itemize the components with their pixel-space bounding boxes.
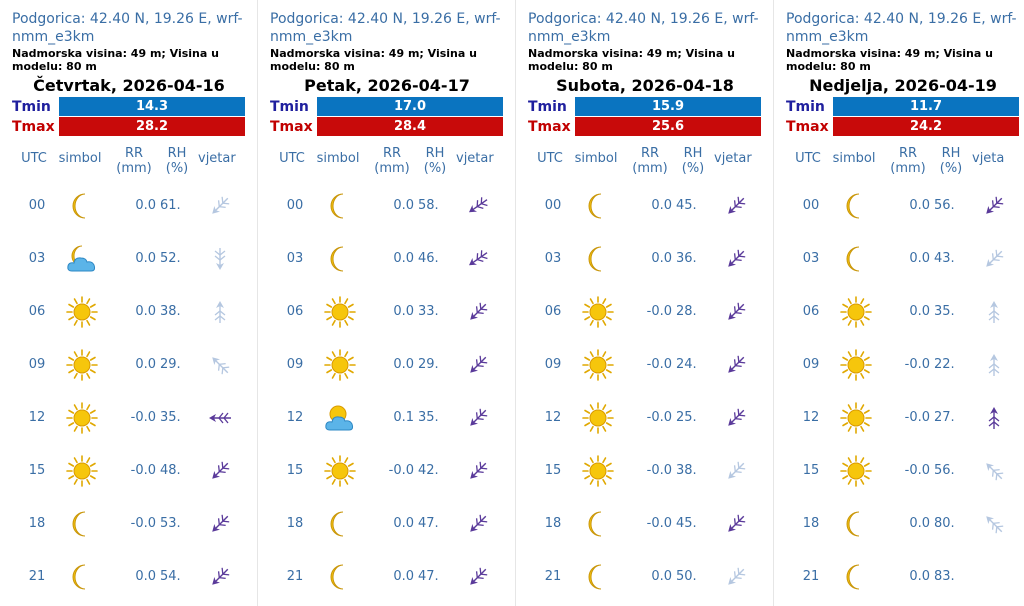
header-rh — [676, 146, 710, 176]
wind-arrow-icon — [206, 563, 234, 591]
moon-icon — [324, 561, 356, 593]
sun-icon — [324, 455, 356, 487]
sun-icon — [324, 296, 356, 328]
wind-arrow-icon — [722, 457, 750, 485]
rr-value: 0.0 — [651, 251, 672, 266]
tmin-value: 14.3 — [59, 97, 245, 116]
utc-hour: 06 — [544, 304, 562, 319]
utc-hour: 06 — [802, 304, 820, 319]
wind-arrow-icon — [464, 298, 492, 326]
day-date: Četvrtak, 2026-04-16 — [33, 76, 225, 95]
rh-value: 42. — [418, 463, 439, 478]
header-symbol: simbol — [58, 151, 102, 166]
utc-hour: 15 — [544, 463, 562, 478]
day-date: Subota, 2026-04-18 — [556, 76, 734, 95]
tmin-value: 11.7 — [833, 97, 1019, 116]
rr-value: 0.0 — [651, 198, 672, 213]
wind-arrow-icon — [722, 404, 750, 432]
rr-value: 0.0 — [135, 569, 156, 584]
rh-value: 46. — [418, 251, 439, 266]
rh-value: 38. — [676, 463, 697, 478]
rh-value: 35. — [934, 304, 955, 319]
utc-hour: 18 — [544, 516, 562, 531]
utc-hour: 21 — [544, 569, 562, 584]
rr-value: 0.0 — [909, 251, 930, 266]
header-rr-label: RR — [382, 146, 402, 161]
header-rr-unit: (mm) — [374, 161, 410, 176]
tmax-value: 24.2 — [833, 117, 1019, 136]
altitude-text: Nadmorska visina: 49 m; Visina u modelu: 80 m — [12, 47, 219, 73]
rr-value: 0.0 — [393, 516, 414, 531]
wind-arrow-icon — [722, 563, 750, 591]
header-symbol: simbol — [832, 151, 876, 166]
sun-icon — [66, 296, 98, 328]
wind-arrow-icon — [980, 563, 1008, 591]
wind-arrow-icon — [980, 510, 1008, 538]
rh-value: 24. — [676, 357, 697, 372]
tmin-value: 17.0 — [317, 97, 503, 116]
rh-value: 43. — [934, 251, 955, 266]
wind-arrow-icon — [206, 298, 234, 326]
moon-icon — [840, 561, 872, 593]
rr-value: 0.0 — [909, 516, 930, 531]
tmax-value: 28.2 — [59, 117, 245, 136]
header-rr — [110, 146, 158, 176]
utc-hour: 00 — [28, 198, 46, 213]
day-column — [773, 0, 1024, 606]
wind-arrow-icon — [206, 404, 234, 432]
header-rh-label: RH — [167, 146, 187, 161]
wind-arrow-icon — [722, 351, 750, 379]
moon-icon — [840, 508, 872, 540]
header-rr — [626, 146, 674, 176]
tmax-value: 28.4 — [317, 117, 503, 136]
rh-value: 48. — [160, 463, 181, 478]
rh-value: 56. — [934, 198, 955, 213]
header-rh-unit: (%) — [165, 161, 189, 176]
rh-value: 47. — [418, 516, 439, 531]
utc-hour: 12 — [28, 410, 46, 425]
location-text: Podgorica: 42.40 N, 19.26 E, wrf-nmm_e3km — [270, 11, 501, 45]
header-rh — [160, 146, 194, 176]
rr-value: 0.0 — [393, 251, 414, 266]
header-utc: UTC — [21, 151, 47, 166]
header-rh-unit: (%) — [423, 161, 447, 176]
rr-value: 0.0 — [393, 304, 414, 319]
header-symbol: simbol — [316, 151, 360, 166]
rr-value: -0.0 — [646, 410, 672, 425]
wind-arrow-icon — [464, 457, 492, 485]
rr-value: -0.0 — [130, 410, 156, 425]
utc-hour: 21 — [802, 569, 820, 584]
wind-arrow-icon — [722, 298, 750, 326]
location-text: Podgorica: 42.40 N, 19.26 E, wrf-nmm_e3km — [786, 11, 1017, 45]
rr-value: 0.0 — [393, 357, 414, 372]
rr-value: -0.0 — [904, 410, 930, 425]
moon-icon — [324, 190, 356, 222]
utc-hour: 12 — [802, 410, 820, 425]
moon-icon — [840, 243, 872, 275]
utc-hour: 00 — [802, 198, 820, 213]
sun-icon — [840, 402, 872, 434]
location-text: Podgorica: 42.40 N, 19.26 E, wrf-nmm_e3km — [12, 11, 243, 45]
sun-icon — [582, 349, 614, 381]
moon-icon — [66, 190, 98, 222]
sun-icon — [582, 296, 614, 328]
header-rr-unit: (mm) — [116, 161, 152, 176]
header-utc: UTC — [795, 151, 821, 166]
wind-arrow-icon — [206, 351, 234, 379]
moon-icon — [66, 561, 98, 593]
sun-icon — [66, 455, 98, 487]
rr-value: 0.0 — [909, 569, 930, 584]
tmax-label: Tmax — [786, 119, 829, 135]
wind-arrow-icon — [980, 245, 1008, 273]
moon-icon — [582, 508, 614, 540]
partly-cloudy-icon — [66, 243, 98, 275]
utc-hour: 09 — [286, 357, 304, 372]
utc-hour: 21 — [28, 569, 46, 584]
rh-value: 36. — [676, 251, 697, 266]
utc-hour: 18 — [28, 516, 46, 531]
moon-icon — [582, 190, 614, 222]
rr-value: 0.0 — [135, 198, 156, 213]
rr-value: 0.0 — [651, 569, 672, 584]
rh-value: 58. — [418, 198, 439, 213]
rh-value: 80. — [934, 516, 955, 531]
day-column — [0, 0, 257, 606]
day-date: Nedjelja, 2026-04-19 — [809, 76, 997, 95]
sun-icon — [66, 402, 98, 434]
rh-value: 56. — [934, 463, 955, 478]
rh-value: 29. — [160, 357, 181, 372]
day-column — [257, 0, 514, 606]
rh-value: 45. — [676, 516, 697, 531]
header-rh — [418, 146, 452, 176]
wind-arrow-icon — [980, 298, 1008, 326]
rh-value: 22. — [934, 357, 955, 372]
wind-arrow-icon — [464, 245, 492, 273]
rr-value: 0.0 — [909, 304, 930, 319]
utc-hour: 09 — [802, 357, 820, 372]
altitude-text: Nadmorska visina: 49 m; Visina u modelu: 80 m — [528, 47, 735, 73]
rr-value: -0.0 — [646, 516, 672, 531]
rh-value: 50. — [676, 569, 697, 584]
tmax-value: 25.6 — [575, 117, 761, 136]
sun-icon — [582, 402, 614, 434]
utc-hour: 18 — [802, 516, 820, 531]
wind-arrow-icon — [980, 457, 1008, 485]
header-rh-label: RH — [425, 146, 445, 161]
rr-value: 0.0 — [909, 198, 930, 213]
header-wind: vjetar — [456, 151, 494, 166]
rr-value: -0.0 — [646, 357, 672, 372]
tmin-value: 15.9 — [575, 97, 761, 116]
wind-arrow-icon — [722, 245, 750, 273]
header-rr — [884, 146, 932, 176]
sun-icon — [66, 349, 98, 381]
rh-value: 28. — [676, 304, 697, 319]
header-rr-label: RR — [898, 146, 918, 161]
wind-arrow-icon — [464, 563, 492, 591]
sun-icon — [840, 455, 872, 487]
header-utc: UTC — [537, 151, 563, 166]
header-rr-unit: (mm) — [632, 161, 668, 176]
rh-value: 61. — [160, 198, 181, 213]
rr-value: -0.0 — [904, 357, 930, 372]
utc-hour: 15 — [28, 463, 46, 478]
utc-hour: 03 — [802, 251, 820, 266]
rh-value: 35. — [160, 410, 181, 425]
header-wind: vjetar — [714, 151, 752, 166]
rh-value: 25. — [676, 410, 697, 425]
wind-arrow-icon — [464, 510, 492, 538]
utc-hour: 09 — [28, 357, 46, 372]
header-utc: UTC — [279, 151, 305, 166]
wind-arrow-icon — [206, 245, 234, 273]
utc-hour: 12 — [286, 410, 304, 425]
wind-arrow-icon — [722, 192, 750, 220]
header-rh-label: RH — [683, 146, 703, 161]
rr-value: -0.0 — [646, 463, 672, 478]
utc-hour: 03 — [28, 251, 46, 266]
header-symbol: simbol — [574, 151, 618, 166]
utc-hour: 18 — [286, 516, 304, 531]
header-rh-unit: (%) — [681, 161, 705, 176]
tmax-label: Tmax — [12, 119, 55, 135]
moon-icon — [324, 508, 356, 540]
header-rr-unit: (mm) — [890, 161, 926, 176]
utc-hour: 15 — [286, 463, 304, 478]
sun-icon — [840, 296, 872, 328]
utc-hour: 00 — [544, 198, 562, 213]
wind-arrow-icon — [722, 510, 750, 538]
rr-value: -0.0 — [646, 304, 672, 319]
utc-hour: 00 — [286, 198, 304, 213]
rh-value: 47. — [418, 569, 439, 584]
moon-icon — [66, 508, 98, 540]
day-column — [515, 0, 772, 606]
rh-value: 33. — [418, 304, 439, 319]
tmax-label: Tmax — [528, 119, 571, 135]
rh-value: 29. — [418, 357, 439, 372]
utc-hour: 21 — [286, 569, 304, 584]
altitude-text: Nadmorska visina: 49 m; Visina u modelu: 80 m — [270, 47, 477, 73]
header-rh-label: RH — [941, 146, 961, 161]
rr-value: 0.0 — [393, 198, 414, 213]
rr-value: 0.0 — [135, 304, 156, 319]
rr-value: 0.0 — [135, 357, 156, 372]
rh-value: 35. — [418, 410, 439, 425]
altitude-text: Nadmorska visina: 49 m; Visina u modelu: 80 m — [786, 47, 993, 73]
wind-arrow-icon — [464, 192, 492, 220]
sun-icon — [840, 349, 872, 381]
rr-value: -0.0 — [388, 463, 414, 478]
partly-cloudy-icon — [324, 402, 356, 434]
rh-value: 83. — [934, 569, 955, 584]
moon-icon — [324, 243, 356, 275]
header-wind: vjeta — [972, 151, 1005, 166]
wind-arrow-icon — [980, 351, 1008, 379]
header-rr-label: RR — [124, 146, 144, 161]
location-text: Podgorica: 42.40 N, 19.26 E, wrf-nmm_e3km — [528, 11, 759, 45]
utc-hour: 06 — [286, 304, 304, 319]
utc-hour: 03 — [544, 251, 562, 266]
rr-value: -0.0 — [130, 463, 156, 478]
wind-arrow-icon — [206, 510, 234, 538]
wind-arrow-icon — [980, 192, 1008, 220]
tmin-label: Tmin — [528, 99, 567, 115]
day-date: Petak, 2026-04-17 — [304, 76, 470, 95]
wind-arrow-icon — [464, 404, 492, 432]
rr-value: -0.0 — [130, 516, 156, 531]
wind-arrow-icon — [464, 351, 492, 379]
rh-value: 27. — [934, 410, 955, 425]
header-rr — [368, 146, 416, 176]
tmin-label: Tmin — [12, 99, 51, 115]
utc-hour: 06 — [28, 304, 46, 319]
utc-hour: 12 — [544, 410, 562, 425]
tmin-label: Tmin — [786, 99, 825, 115]
rh-value: 38. — [160, 304, 181, 319]
wind-arrow-icon — [206, 457, 234, 485]
rr-value: 0.1 — [393, 410, 414, 425]
tmin-label: Tmin — [270, 99, 309, 115]
rh-value: 54. — [160, 569, 181, 584]
header-rr-label: RR — [640, 146, 660, 161]
rh-value: 52. — [160, 251, 181, 266]
header-rh-unit: (%) — [939, 161, 963, 176]
wind-arrow-icon — [206, 192, 234, 220]
sun-icon — [324, 349, 356, 381]
utc-hour: 09 — [544, 357, 562, 372]
header-rh — [934, 146, 968, 176]
header-wind: vjetar — [198, 151, 236, 166]
rr-value: 0.0 — [393, 569, 414, 584]
moon-icon — [582, 243, 614, 275]
rh-value: 45. — [676, 198, 697, 213]
moon-icon — [582, 561, 614, 593]
sun-icon — [582, 455, 614, 487]
rr-value: 0.0 — [135, 251, 156, 266]
tmax-label: Tmax — [270, 119, 313, 135]
wind-arrow-icon — [980, 404, 1008, 432]
moon-icon — [840, 190, 872, 222]
rr-value: -0.0 — [904, 463, 930, 478]
utc-hour: 03 — [286, 251, 304, 266]
utc-hour: 15 — [802, 463, 820, 478]
rh-value: 53. — [160, 516, 181, 531]
